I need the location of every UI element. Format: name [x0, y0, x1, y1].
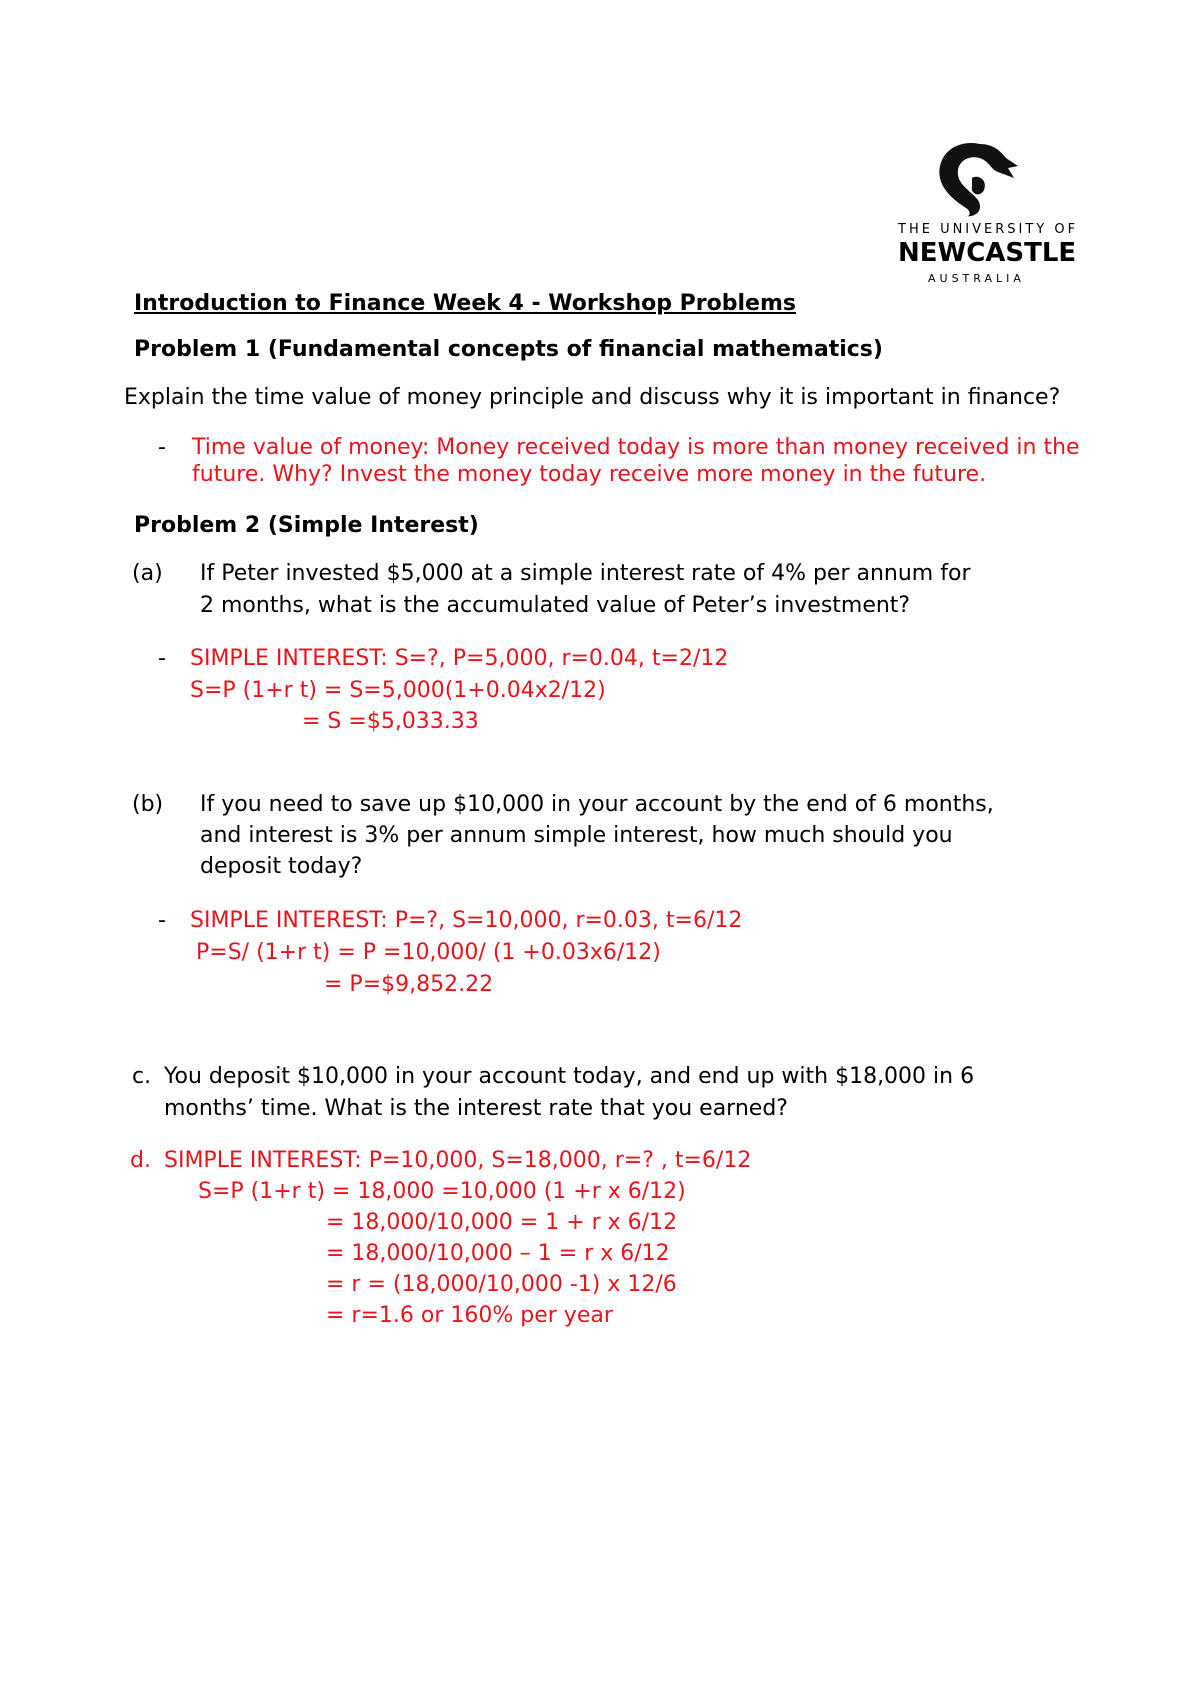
problem-1-answer-line-2: future. Why? Invest the money today receive more money in the future. — [192, 462, 987, 487]
part-d-solution-line-2: S=P (1+r t) = 18,000 =10,000 (1 +r x 6/12) — [198, 1179, 686, 1204]
page-title: Introduction to Finance Week 4 - Workshop Problems — [134, 291, 796, 316]
part-b-question-line-1: If you need to save up $10,000 in your account by the end of 6 months, — [200, 792, 994, 817]
part-d-solution-line-5: = r = (18,000/10,000 -1) x 12/6 — [326, 1272, 677, 1297]
part-b-solution-line-3: = P=$9,852.22 — [324, 972, 494, 997]
problem-1-question: Explain the time value of money principle and discuss why it is important in finance? — [124, 385, 1061, 410]
logo-line-3: AUSTRALIA — [928, 272, 1025, 285]
logo-line-2: NEWCASTLE — [898, 238, 1077, 268]
part-d-solution-line-3: = 18,000/10,000 = 1 + r x 6/12 — [326, 1210, 678, 1235]
problem-1-dash: - — [158, 435, 166, 460]
part-d-solution-line-1: SIMPLE INTEREST: P=10,000, S=18,000, r=? , t=6/12 — [164, 1148, 752, 1173]
part-b-solution-line-2: P=S/ (1+r t) = P =10,000/ (1 +0.03x6/12) — [196, 940, 661, 965]
problem-1-answer-line-1: Time value of money: Money received today is more than money received in the — [192, 435, 1080, 460]
problem-2-heading: Problem 2 (Simple Interest) — [134, 513, 479, 538]
part-a-solution-line-2: S=P (1+r t) = S=5,000(1+0.04x2/12) — [190, 678, 606, 703]
university-logo — [880, 138, 1080, 298]
part-d-label: d. — [130, 1148, 151, 1173]
part-d-solution-line-6: = r=1.6 or 160% per year — [326, 1303, 613, 1328]
part-d-solution-line-4: = 18,000/10,000 – 1 = r x 6/12 — [326, 1241, 670, 1266]
part-a-solution-line-3: = S =$5,033.33 — [302, 709, 479, 734]
part-a-question-line-2: 2 months, what is the accumulated value of Peter’s investment? — [200, 593, 911, 618]
seahorse-emblem-icon — [880, 138, 1080, 218]
logo-line-1: THE UNIVERSITY OF — [898, 222, 1079, 237]
part-b-dash: - — [158, 908, 166, 933]
part-b-solution-line-1: SIMPLE INTEREST: P=?, S=10,000, r=0.03, t=6/12 — [190, 908, 743, 933]
part-c-label: c. — [132, 1064, 152, 1089]
part-b-label: (b) — [132, 792, 164, 817]
part-a-dash: - — [158, 646, 166, 671]
part-b-question-line-2: and interest is 3% per annum simple interest, how much should you — [200, 823, 953, 848]
part-c-question-line-1: You deposit $10,000 in your account today, and end up with $18,000 in 6 — [164, 1064, 975, 1089]
part-b-question-line-3: deposit today? — [200, 854, 363, 879]
part-c-question-line-2: months’ time. What is the interest rate that you earned? — [164, 1096, 788, 1121]
problem-1-heading: Problem 1 (Fundamental concepts of financial mathematics) — [134, 337, 883, 362]
part-a-question-line-1: If Peter invested $5,000 at a simple interest rate of 4% per annum for — [200, 561, 971, 586]
part-a-solution-line-1: SIMPLE INTEREST: S=?, P=5,000, r=0.04, t=2/12 — [190, 646, 729, 671]
part-a-label: (a) — [132, 561, 163, 586]
